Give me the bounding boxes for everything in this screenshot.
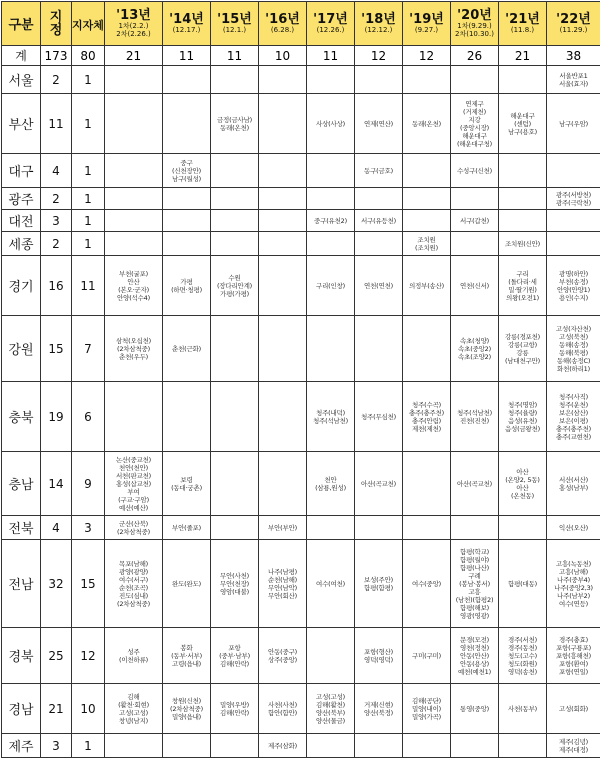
header-designated: 지 정	[41, 2, 72, 46]
district-cell: 경주(서천) 경주(동천) 청도(고수) 청도(화원) 영덕(송천)	[499, 628, 547, 684]
district-cell: 삼척(오십천) (2차삼척중) 춘천(우두)	[105, 316, 163, 382]
header-year-2020: '20년 1차(9.29.) 2차(10.30.)	[451, 2, 499, 46]
district-cell: 가평 (하면·청평)	[163, 256, 211, 316]
region-name: 대구	[2, 154, 41, 188]
local-gov-count: 1	[72, 734, 105, 758]
district-cell: 사천(사천) 함안(함안)	[259, 684, 307, 734]
designated-count: 3	[41, 210, 72, 232]
district-cell	[307, 734, 355, 758]
district-cell	[355, 316, 403, 382]
district-cell: 구리 (돌다리·세 밀·딸기원) 의왕(오전1)	[499, 256, 547, 316]
local-gov-count: 6	[72, 382, 105, 452]
region-name: 대전	[2, 210, 41, 232]
district-cell	[451, 734, 499, 758]
district-cell: 경주(충효) 포항(구룡포) 포항(흥해천) 포항(환여) 포항(연일)	[547, 628, 600, 684]
district-cell	[499, 210, 547, 232]
header-year-2018: '18년 (12.12.)	[355, 2, 403, 46]
district-cell: 통영(중앙)	[451, 684, 499, 734]
district-cell: 함평(학교) 함평(월야) 함평(나산) 구례 (봉남·봉서) 고흥 (남천)(함평2) 함평(해보) 영광(영광)	[451, 540, 499, 628]
district-cell	[307, 316, 355, 382]
district-cell	[451, 188, 499, 210]
total-local-gov: 80	[72, 46, 105, 66]
local-gov-count: 3	[72, 516, 105, 540]
district-cell: 광주(서방천) 광주(극락천)	[547, 188, 600, 210]
district-cell: 춘천(근화)	[163, 316, 211, 382]
district-cell: 수성구(신천)	[451, 154, 499, 188]
district-cell	[259, 256, 307, 316]
district-cell: 밀양(우방) 김해(안락)	[211, 684, 259, 734]
designated-count: 4	[41, 516, 72, 540]
district-cell: 부안(줄포)	[163, 516, 211, 540]
district-cell: 완도(완도)	[163, 540, 211, 628]
district-cell: 청주(사직) 청주(운천) 보은(삼산) 보은(이평) 충주(충주천) 충주(교현천)	[547, 382, 600, 452]
total-value: 26	[451, 46, 499, 66]
district-cell	[403, 452, 451, 516]
district-cell	[403, 316, 451, 382]
district-cell: 보령 (동대·궁촌)	[163, 452, 211, 516]
region-row	[2, 734, 600, 758]
district-cell	[403, 188, 451, 210]
district-cell: 여수(여천)	[307, 540, 355, 628]
district-cell	[547, 232, 600, 256]
district-cell	[211, 154, 259, 188]
region-name: 세종	[2, 232, 41, 256]
district-cell: 김해(공단) 밀양(내이) 밀양(가곡)	[403, 684, 451, 734]
district-cell: 군산(산북) (2차삼척중)	[105, 516, 163, 540]
district-cell: 문경(모전) 영천(정천) 안동(안산) 안동(용상) 예천(예천1)	[451, 628, 499, 684]
district-cell: 사천(동부)	[499, 684, 547, 734]
district-cell: 동래(온천)	[403, 94, 451, 154]
district-cell	[403, 516, 451, 540]
district-cell: 속초(청양) 속초(중앙2) 속초(조양2)	[451, 316, 499, 382]
local-gov-count: 1	[72, 66, 105, 94]
district-cell	[403, 210, 451, 232]
local-gov-count: 1	[72, 210, 105, 232]
local-gov-count: 1	[72, 232, 105, 256]
district-cell: 연천(연천)	[355, 256, 403, 316]
local-designation-table	[1, 1, 600, 758]
district-cell: 연제구 (거제천) 지강 (중앙시장) 해운대구 (해운대구청)	[451, 94, 499, 154]
district-cell	[307, 154, 355, 188]
district-cell	[105, 188, 163, 210]
district-cell: 천안 (삼룡,원성)	[307, 452, 355, 516]
district-cell	[163, 232, 211, 256]
district-cell: 청주(내덕) 청주(석남천)	[307, 382, 355, 452]
district-cell: 청주(무심천)	[355, 382, 403, 452]
region-name: 서울	[2, 66, 41, 94]
total-value: 12	[403, 46, 451, 66]
district-cell	[105, 734, 163, 758]
header-local-gov: 지자체	[72, 2, 105, 46]
total-value: 11	[307, 46, 355, 66]
region-row	[2, 66, 600, 94]
district-cell: 목포(남해) 광양(광양) 여수(서구) 순천(조곡) 진도(심내) (2차삼척중)	[105, 540, 163, 628]
district-cell	[547, 210, 600, 232]
district-cell	[355, 516, 403, 540]
district-cell	[211, 66, 259, 94]
local-gov-count: 7	[72, 316, 105, 382]
district-cell: 청주(수곡) 충주(충주천) 충주(안림) 제천(제천)	[403, 382, 451, 452]
district-cell	[105, 232, 163, 256]
designated-count: 2	[41, 188, 72, 210]
district-cell	[259, 232, 307, 256]
district-cell: 포항(형산) 영덕(영덕)	[355, 628, 403, 684]
district-cell	[211, 232, 259, 256]
total-value: 11	[211, 46, 259, 66]
local-gov-count: 9	[72, 452, 105, 516]
district-cell: 강릉(경포천) 강릉(교항) 강릉 (남대천구만)	[499, 316, 547, 382]
region-name: 전남	[2, 540, 41, 628]
district-cell: 고성(회화)	[547, 684, 600, 734]
district-cell: 중구 (신천장안) 남구(월성)	[163, 154, 211, 188]
district-cell	[403, 66, 451, 94]
district-cell	[259, 452, 307, 516]
district-cell	[211, 452, 259, 516]
region-name: 경남	[2, 684, 41, 734]
district-cell: 구리(인창)	[307, 256, 355, 316]
district-cell: 아산(곡교천)	[451, 452, 499, 516]
district-cell	[259, 210, 307, 232]
district-cell	[403, 154, 451, 188]
header-row	[2, 2, 600, 46]
district-cell	[451, 232, 499, 256]
region-name: 강원	[2, 316, 41, 382]
district-cell	[163, 94, 211, 154]
header-year-2019: '19년 (9.27.)	[403, 2, 451, 46]
region-name: 충북	[2, 382, 41, 452]
district-cell	[499, 516, 547, 540]
district-cell: 남구(우암)	[547, 94, 600, 154]
district-cell: 수원 (장다리안계) 가평(가평)	[211, 256, 259, 316]
district-cell: 청주(석남천) 진천(진천)	[451, 382, 499, 452]
district-cell	[105, 382, 163, 452]
local-gov-count: 12	[72, 628, 105, 684]
total-value: 38	[547, 46, 600, 66]
district-cell	[499, 734, 547, 758]
header-year-2021: '21년 (11.8.)	[499, 2, 547, 46]
district-cell: 봉화 (동부·서부) 고령(읍내)	[163, 628, 211, 684]
district-cell	[211, 210, 259, 232]
region-row	[2, 94, 600, 154]
region-row	[2, 684, 600, 734]
district-cell	[211, 188, 259, 210]
district-cell: 여수(중앙)	[403, 540, 451, 628]
total-value: 21	[105, 46, 163, 66]
district-cell	[499, 66, 547, 94]
district-cell: 보성(주안) 함평(함평)	[355, 540, 403, 628]
district-cell: 금정(금사남) 동래(온천)	[211, 94, 259, 154]
region-row	[2, 256, 600, 316]
district-cell: 조치원(신안)	[499, 232, 547, 256]
header-year-2016: '16년 (6.28.)	[259, 2, 307, 46]
designated-count: 4	[41, 154, 72, 188]
local-gov-count: 1	[72, 154, 105, 188]
district-cell	[403, 734, 451, 758]
region-row	[2, 382, 600, 452]
district-cell	[451, 516, 499, 540]
designated-count: 2	[41, 66, 72, 94]
header-year-2022: '22년 (11.29.)	[547, 2, 600, 46]
district-cell	[499, 154, 547, 188]
designated-count: 19	[41, 382, 72, 452]
district-cell	[259, 154, 307, 188]
district-cell: 해운대구 (센텀) 남구(용호)	[499, 94, 547, 154]
district-cell	[163, 188, 211, 210]
district-cell: 창원(신천) (2차삼척중) 밀양(읍내)	[163, 684, 211, 734]
designated-count: 14	[41, 452, 72, 516]
district-cell	[211, 734, 259, 758]
district-cell	[307, 188, 355, 210]
district-cell	[105, 94, 163, 154]
designated-count: 11	[41, 94, 72, 154]
district-cell: 조치원 (조치원)	[403, 232, 451, 256]
district-cell: 포항 (중부·남부) 김해(안락)	[211, 628, 259, 684]
district-cell	[307, 516, 355, 540]
district-cell: 고성(자산천) 고성(북천) 동해(송정) 동해(북평) 동해(송정C) 화천(하리1)	[547, 316, 600, 382]
region-row	[2, 232, 600, 256]
district-cell	[211, 382, 259, 452]
district-cell	[307, 66, 355, 94]
region-row	[2, 188, 600, 210]
region-row	[2, 154, 600, 188]
district-cell: 아산(곡교천)	[355, 452, 403, 516]
total-value: 10	[259, 46, 307, 66]
region-name: 부산	[2, 94, 41, 154]
district-cell: 청주(명암) 청주(율량) 음성(유천) 음성(금왕천)	[499, 382, 547, 452]
region-name: 광주	[2, 188, 41, 210]
local-gov-count: 15	[72, 540, 105, 628]
district-cell: 함평(대동)	[499, 540, 547, 628]
header-year-2013: '13년 1차(2.2.) 2차(2.26.)	[105, 2, 163, 46]
district-cell: 서산(서산) 홍성(남부)	[547, 452, 600, 516]
district-cell	[259, 188, 307, 210]
district-cell: 고흥(녹동천) 고흥(남해) 나주(중부4) 나주(중앙2,3) 나주(남부2) 여수(연등)	[547, 540, 600, 628]
region-name: 경기	[2, 256, 41, 316]
designated-count: 21	[41, 684, 72, 734]
district-cell: 연천(신서)	[451, 256, 499, 316]
district-cell	[259, 94, 307, 154]
district-cell: 부천(굴포) 안산 (본오·군자) 안양(석수4)	[105, 256, 163, 316]
district-cell: 동구(금호)	[355, 154, 403, 188]
region-name: 제주	[2, 734, 41, 758]
district-cell	[259, 316, 307, 382]
local-gov-count: 10	[72, 684, 105, 734]
district-cell: 서구(갑천)	[451, 210, 499, 232]
district-cell: 부안(부안)	[259, 516, 307, 540]
district-cell	[105, 210, 163, 232]
district-cell: 익산(오산)	[547, 516, 600, 540]
district-cell: 사상(사상)	[307, 94, 355, 154]
district-cell	[163, 210, 211, 232]
header-year-2017: '17년 (12.26.)	[307, 2, 355, 46]
total-value: 11	[163, 46, 211, 66]
region-row	[2, 452, 600, 516]
region-row	[2, 316, 600, 382]
designated-count: 2	[41, 232, 72, 256]
district-cell	[105, 66, 163, 94]
district-cell	[259, 66, 307, 94]
district-cell	[547, 154, 600, 188]
district-cell	[211, 516, 259, 540]
region-name: 충남	[2, 452, 41, 516]
district-cell: 나주(남평) 순천(남해) 무안(남악) 무안(회산)	[259, 540, 307, 628]
total-designated: 173	[41, 46, 72, 66]
local-gov-count: 1	[72, 94, 105, 154]
district-cell: 연제(연산)	[355, 94, 403, 154]
region-name: 전북	[2, 516, 41, 540]
district-cell	[355, 66, 403, 94]
district-cell: 성주 (이천하류)	[105, 628, 163, 684]
designated-count: 3	[41, 734, 72, 758]
district-cell: 아산 (온양2, 5동) 아산 (온천동)	[499, 452, 547, 516]
district-cell	[307, 628, 355, 684]
total-value: 12	[355, 46, 403, 66]
district-cell	[451, 66, 499, 94]
total-row	[2, 46, 600, 66]
region-row	[2, 210, 600, 232]
district-cell	[211, 316, 259, 382]
district-cell	[163, 66, 211, 94]
designated-count: 16	[41, 256, 72, 316]
header-region: 구분	[2, 2, 41, 46]
district-cell: 논산(중교천) 천안(천안) 서천(판교천) 홍성(삽교천) 부여 (구교·구암) 예산(예산)	[105, 452, 163, 516]
district-cell	[499, 188, 547, 210]
district-cell: 서울반포1 서울(효자)	[547, 66, 600, 94]
district-cell: 제주(삼화)	[259, 734, 307, 758]
district-cell	[355, 734, 403, 758]
district-cell	[259, 382, 307, 452]
district-cell: 안동(중구) 상주(중앙)	[259, 628, 307, 684]
header-year-2015: '15년 (12.1.)	[211, 2, 259, 46]
region-name: 경북	[2, 628, 41, 684]
district-cell: 고성(고성) 김해(활천) 양산(북부) 양산(물금)	[307, 684, 355, 734]
district-cell	[105, 154, 163, 188]
district-cell: 광명(하안) 부천(송정) 안양(안양1) 용인(수지)	[547, 256, 600, 316]
district-cell: 무안(사천) 무안(천장) 영암(대불)	[211, 540, 259, 628]
district-cell: 서구(유등천)	[355, 210, 403, 232]
district-cell: 제주(김녕) 제주(대정)	[547, 734, 600, 758]
region-row	[2, 540, 600, 628]
district-cell: 구미(구미)	[403, 628, 451, 684]
district-cell	[307, 232, 355, 256]
local-gov-count: 11	[72, 256, 105, 316]
district-cell: 김해 (활천·회현) 고성(고성) 창녕(남지)	[105, 684, 163, 734]
designated-count: 15	[41, 316, 72, 382]
district-cell	[355, 188, 403, 210]
header-year-2014: '14년 (12.17.)	[163, 2, 211, 46]
district-cell	[163, 382, 211, 452]
total-value: 21	[499, 46, 547, 66]
local-gov-count: 1	[72, 188, 105, 210]
district-cell: 거제(신현) 양산(북정)	[355, 684, 403, 734]
district-cell: 중구(유천2)	[307, 210, 355, 232]
district-cell	[355, 232, 403, 256]
district-cell	[163, 734, 211, 758]
designated-count: 32	[41, 540, 72, 628]
district-cell: 의정부(송산)	[403, 256, 451, 316]
region-row	[2, 516, 600, 540]
total-label: 계	[2, 46, 41, 66]
designated-count: 25	[41, 628, 72, 684]
region-row	[2, 628, 600, 684]
